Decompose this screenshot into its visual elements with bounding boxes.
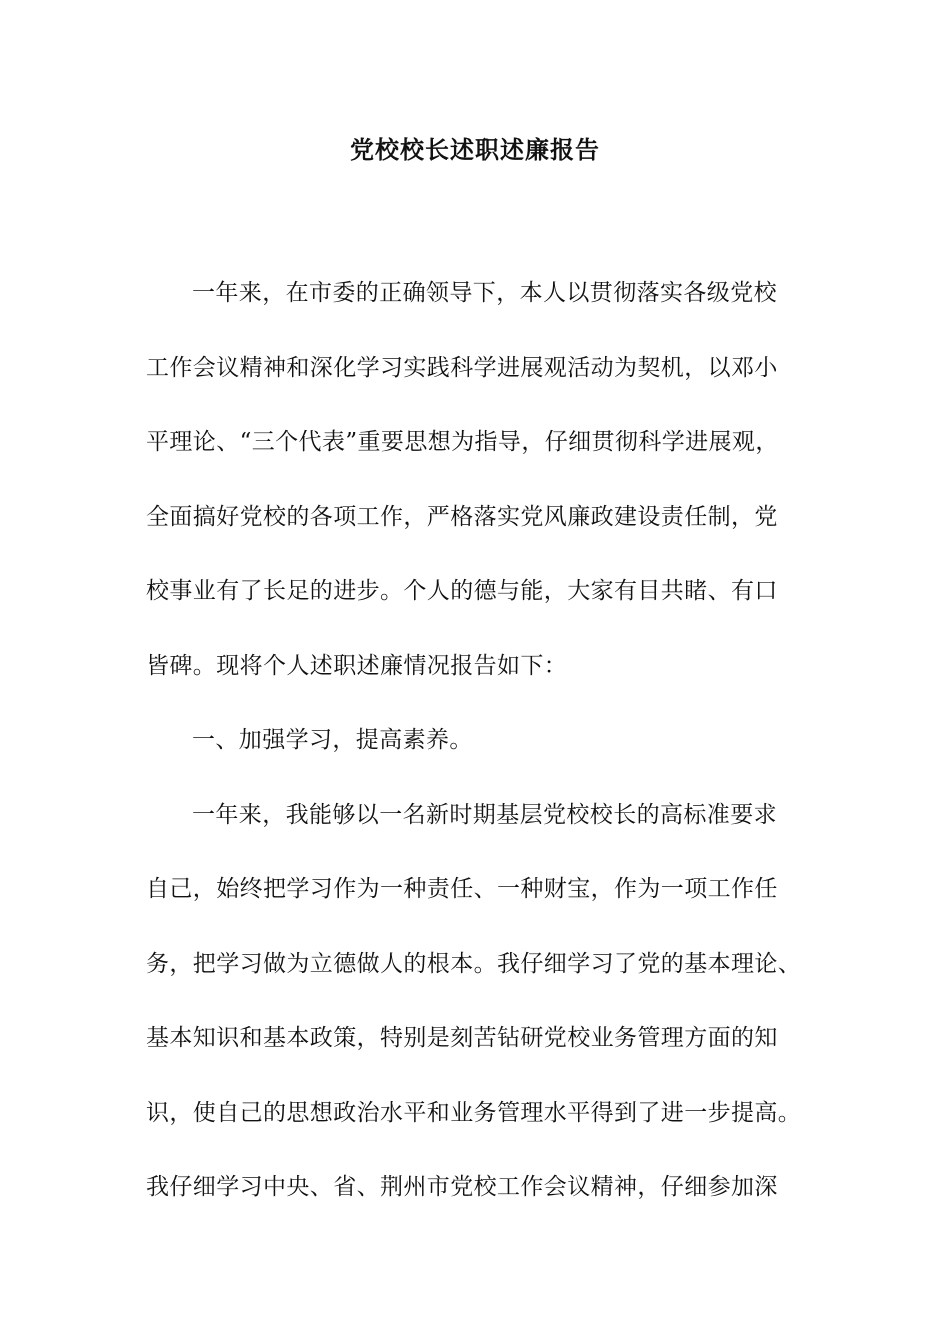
section-heading: 一、加强学习，提高素养。 [192,727,473,753]
paragraph-line: 全面搞好党校的各项工作，严格落实党风廉政建设责任制，党 [146,503,778,530]
paragraph-line: 务，把学习做为立德做人的根本。我仔细学习了党的基本理论、 [146,950,802,977]
paragraph-line: 一年来，我能够以一名新时期基层党校校长的高标准要求 [192,801,777,828]
paragraph-line: 皆碑。现将个人述职述廉情况报告如下： [146,652,568,679]
paragraph-line: 自己，始终把学习作为一种责任、一种财宝，作为一项工作任 [146,876,778,902]
document-title: 党校校长述职述廉报告 [350,135,600,164]
paragraph-line: 我仔细学习中央、省、荆州市党校工作会议精神，仔细参加深 [146,1174,778,1200]
paragraph-line: 基本知识和基本政策，特别是刻苦钻研党校业务管理方面的知 [146,1025,778,1051]
paragraph-line: 平理论、“三个代表”重要思想为指导，仔细贯彻科学进展观， [146,429,779,455]
document-body [146,256,836,1225]
paragraph-line: 识，使自己的思想政治水平和业务管理水平得到了进一步提高。 [146,1099,802,1126]
paragraph-line: 工作会议精神和深化学习实践科学进展观活动为契机，以邓小 [146,354,778,381]
paragraph-line: 校事业有了长足的进步。个人的德与能，大家有目共睹、有口 [146,578,778,604]
paragraph-line: 一年来，在市委的正确领导下，本人以贯彻落实各级党校 [192,280,777,306]
